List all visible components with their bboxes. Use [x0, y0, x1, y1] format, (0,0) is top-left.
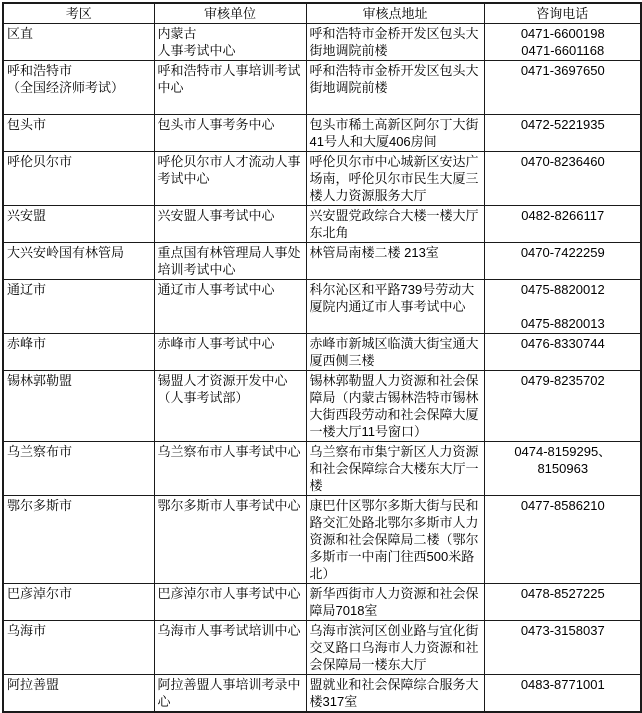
cell-phone [484, 115, 641, 152]
cell-unit [154, 61, 306, 115]
cell-region-line: 巴彦淖尔市 [7, 586, 73, 601]
cell-phone [484, 584, 641, 621]
cell-region-line: 区直 [7, 26, 34, 41]
cell-address-line: 楼317室 [309, 694, 358, 709]
cell-unit-line: 呼和浩特市人事培训考试 [157, 63, 301, 78]
cell-unit-line: 考试中心 [157, 171, 210, 186]
column-header-region: 考区 [3, 3, 154, 24]
cell-address-line: 多斯市一中南门往西500米路 [309, 549, 475, 564]
cell-phone [484, 334, 641, 371]
cell-address [306, 243, 484, 280]
table-row [3, 442, 641, 496]
cell-region-line: 乌海市 [7, 623, 47, 638]
cell-region [3, 243, 154, 280]
cell-phone [484, 24, 641, 61]
cell-address-line: 乌兰察布市集宁新区人力资源 [309, 444, 479, 459]
cell-unit-line: 巴彦淖尔市人事考试中心 [157, 586, 301, 601]
cell-address-line: 资源和社会保障局二楼（鄂尔 [309, 532, 479, 547]
cell-address [306, 621, 484, 675]
cell-phone-line: 0471-6600198 [520, 26, 605, 41]
cell-region-line: 兴安盟 [7, 208, 47, 223]
cell-region [3, 584, 154, 621]
cell-address [306, 675, 484, 713]
cell-unit [154, 243, 306, 280]
cell-phone-line: 0473-3158037 [520, 623, 605, 638]
cell-region-line: 通辽市 [7, 282, 47, 297]
cell-unit [154, 442, 306, 496]
cell-unit [154, 115, 306, 152]
cell-phone-line: 0472-5221935 [520, 117, 605, 132]
cell-address-line: 呼伦贝尔市中心城新区安达广 [309, 154, 479, 169]
cell-address-line: 楼人力资源服务大厅 [309, 188, 427, 203]
cell-region-line: 大兴安岭国有林管局 [7, 245, 125, 260]
cell-unit [154, 584, 306, 621]
cell-unit-line: 重点国有林管理局人事处 [157, 245, 301, 260]
cell-phone-line: 0475-8820012 [520, 282, 605, 297]
cell-address-line: 赤峰市新城区临潢大街宝通大 [309, 336, 479, 351]
column-header-phone: 咨询电话 [484, 3, 641, 24]
cell-region [3, 206, 154, 243]
cell-unit-line: 阿拉善盟人事培训考录中 [157, 677, 301, 692]
cell-unit [154, 280, 306, 334]
table-row [3, 115, 641, 152]
cell-address [306, 442, 484, 496]
cell-address [306, 496, 484, 584]
cell-address-line: 东北角 [309, 225, 349, 240]
cell-unit-line: 培训考试中心 [157, 262, 236, 277]
cell-region [3, 496, 154, 584]
table-row [3, 280, 641, 334]
column-header-address: 审核点地址 [306, 3, 484, 24]
cell-region [3, 152, 154, 206]
cell-address-line: 路交汇处路北鄂尔多斯市人力 [309, 515, 479, 530]
table-row [3, 496, 641, 584]
column-header-unit: 审核单位 [154, 3, 306, 24]
cell-address-line: 障局（内蒙古锡林浩特市锡林 [309, 390, 479, 405]
cell-address-line: 和社会保障综合大楼东大厅一 [309, 461, 479, 476]
cell-region [3, 115, 154, 152]
cell-address [306, 371, 484, 442]
cell-address-line: 厦院内通辽市人事考试中心 [309, 299, 466, 314]
table-row [3, 24, 641, 61]
cell-address-line: 包头市稀土高新区阿尔丁大街 [309, 117, 479, 132]
cell-phone [484, 496, 641, 584]
cell-phone-line: 0483-8771001 [520, 677, 605, 692]
cell-unit-line: 中心 [157, 80, 184, 95]
cell-region-line: 锡林郭勒盟 [7, 373, 73, 388]
cell-phone-line: 0474-8159295、 [514, 444, 612, 459]
cell-phone [484, 280, 641, 334]
cell-address-line: 一楼大厅11号窗口） [309, 424, 427, 439]
cell-phone [484, 442, 641, 496]
cell-unit [154, 675, 306, 713]
cell-region-line: （全国经济师考试） [7, 80, 125, 95]
cell-address-line: 场南，呼伦贝尔市民生大厦三 [309, 171, 479, 186]
cell-address-line: 康巴什区鄂尔多斯大街与民和 [309, 498, 479, 513]
cell-unit-line: 锡盟人才资源开发中心 [157, 373, 288, 388]
cell-unit-line: 乌海市人事考试培训中心 [157, 623, 301, 638]
cell-unit [154, 371, 306, 442]
cell-address-line: 大街西段劳动和社会保障大厦 [309, 407, 479, 422]
cell-phone [484, 243, 641, 280]
cell-address [306, 334, 484, 371]
cell-unit-line: 鄂尔多斯市人事考试中心 [157, 498, 301, 513]
cell-address-line: 街地调院前楼 [309, 80, 388, 95]
cell-address-line: 楼 [309, 478, 323, 493]
cell-phone [484, 152, 641, 206]
table-row [3, 334, 641, 371]
cell-unit-line: 乌兰察布市人事考试中心 [157, 444, 301, 459]
cell-unit [154, 334, 306, 371]
table-row [3, 152, 641, 206]
table-body [3, 24, 641, 713]
table-row [3, 584, 641, 621]
cell-address [306, 280, 484, 334]
cell-phone [484, 675, 641, 713]
cell-address [306, 584, 484, 621]
cell-unit [154, 496, 306, 584]
cell-unit-line: 呼伦贝尔市人才流动人事 [157, 154, 301, 169]
cell-address-line: 交叉路口乌海市人力资源和社 [309, 640, 479, 655]
cell-region [3, 334, 154, 371]
cell-unit-line: （人事考试部） [157, 390, 249, 405]
table-header-row [3, 3, 641, 24]
table-row [3, 206, 641, 243]
cell-region-line: 呼和浩特市 [7, 63, 73, 78]
cell-address-line: 街地调院前楼 [309, 43, 388, 58]
cell-phone-line: 0478-8527225 [520, 586, 605, 601]
table-row [3, 61, 641, 115]
cell-region [3, 442, 154, 496]
cell-address-line: 厦西侧三楼 [309, 353, 375, 368]
table-row [3, 621, 641, 675]
cell-phone-line: 8150963 [537, 461, 589, 476]
cell-region [3, 371, 154, 442]
cell-address [306, 115, 484, 152]
cell-address-line: 锡林郭勒盟人力资源和社会保 [309, 373, 479, 388]
cell-phone-line: 0470-8236460 [520, 154, 605, 169]
cell-phone [484, 621, 641, 675]
cell-address-line: 会保障局一楼东大厅 [309, 657, 427, 672]
cell-unit-line: 赤峰市人事考试中心 [157, 336, 275, 351]
cell-phone [484, 206, 641, 243]
cell-address [306, 152, 484, 206]
cell-phone-line: 0479-8235702 [520, 373, 605, 388]
cell-unit-line: 人事考试中心 [157, 43, 236, 58]
cell-region [3, 280, 154, 334]
review-locations-table [2, 2, 642, 713]
cell-address [306, 24, 484, 61]
cell-region-line: 包头市 [7, 117, 47, 132]
cell-address [306, 206, 484, 243]
cell-region [3, 61, 154, 115]
cell-region [3, 24, 154, 61]
cell-phone-line: 0471-6601168 [521, 43, 605, 58]
cell-address-line: 林管局南楼二楼 213室 [309, 245, 439, 260]
cell-address-line: 兴安盟党政综合大楼一楼大厅 [309, 208, 479, 223]
cell-unit-line [158, 96, 304, 113]
cell-region [3, 675, 154, 713]
cell-unit [154, 152, 306, 206]
cell-phone-line: 0482-8266117 [521, 208, 605, 223]
cell-address-line: 北） [309, 566, 336, 581]
cell-region-line: 赤峰市 [7, 336, 47, 351]
cell-unit-line: 包头市人事考务中心 [157, 117, 275, 132]
cell-address-line: 新华西街市人力资源和社会保 [309, 586, 479, 601]
cell-address-line: 呼和浩特市金桥开发区包头大 [309, 26, 479, 41]
cell-unit [154, 24, 306, 61]
cell-phone [484, 371, 641, 442]
cell-region-line: 呼伦贝尔市 [7, 154, 73, 169]
table-row [3, 243, 641, 280]
cell-phone-line: 0470-7422259 [520, 245, 605, 260]
cell-unit-line: 心 [157, 694, 171, 709]
cell-unit-line: 兴安盟人事考试中心 [157, 208, 275, 223]
cell-unit-line: 内蒙古 [157, 26, 197, 41]
cell-unit [154, 206, 306, 243]
cell-region-line: 乌兰察布市 [7, 444, 73, 459]
cell-address-line: 障局7018室 [309, 603, 378, 618]
cell-address-line: 科尔沁区和平路739号劳动大 [309, 282, 475, 297]
cell-phone-line [488, 298, 639, 315]
cell-region-line: 鄂尔多斯市 [7, 498, 73, 513]
cell-unit [154, 621, 306, 675]
cell-region-line: 阿拉善盟 [7, 677, 60, 692]
cell-address [306, 61, 484, 115]
cell-address-line: 41号人和大厦406房间 [309, 134, 437, 149]
cell-phone-line: 0475-8820013 [520, 316, 605, 331]
cell-phone-line: 0476-8330744 [520, 336, 605, 351]
cell-address-line: 乌海市滨河区创业路与宜化街 [309, 623, 479, 638]
table-row [3, 675, 641, 713]
table-row [3, 371, 641, 442]
cell-region [3, 621, 154, 675]
cell-phone [484, 61, 641, 115]
cell-address-line: 呼和浩特市金桥开发区包头大 [309, 63, 479, 78]
cell-phone-line: 0471-3697650 [520, 63, 605, 78]
cell-unit-line: 通辽市人事考试中心 [157, 282, 275, 297]
cell-phone-line: 0477-8586210 [520, 498, 605, 513]
cell-address-line: 盟就业和社会保障综合服务大 [309, 677, 479, 692]
